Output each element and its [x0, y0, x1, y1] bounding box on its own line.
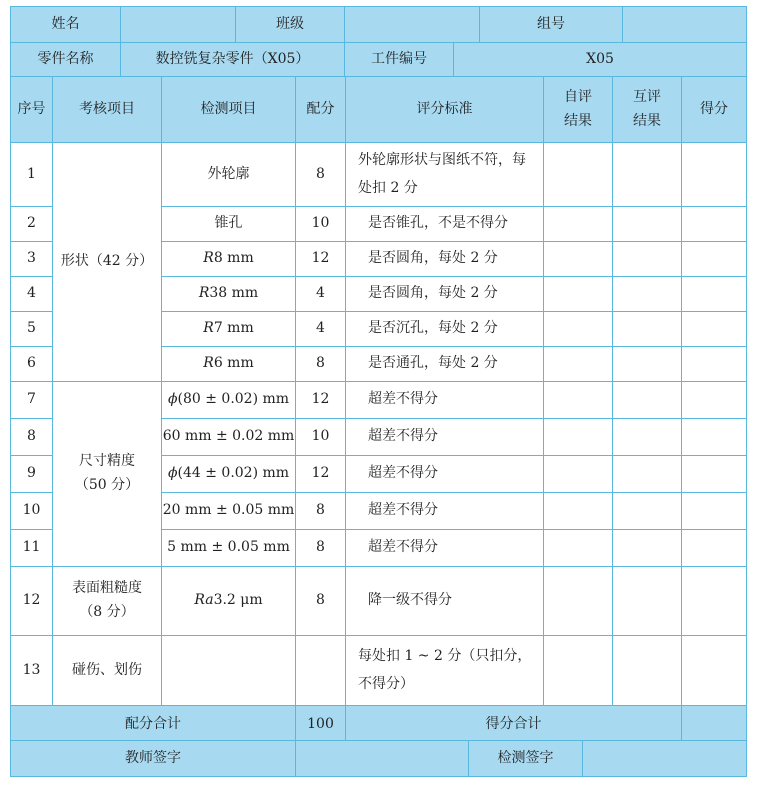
table-row	[11, 382, 747, 419]
row-item: ϕ(80 ± 0.02) mm	[162, 382, 296, 419]
peer-eval-cell[interactable]	[613, 143, 682, 207]
self-eval-cell[interactable]	[544, 530, 613, 567]
row-points: 12	[296, 456, 346, 493]
group-label: 组号	[480, 7, 623, 43]
row-points: 12	[296, 242, 346, 277]
row-no: 4	[11, 277, 53, 312]
row-points: 10	[296, 419, 346, 456]
row-item: 锥孔	[162, 207, 296, 242]
row-points: 8	[296, 567, 346, 636]
row-points: 8	[296, 143, 346, 207]
peer-eval-cell[interactable]	[613, 347, 682, 382]
row-criteria: 是否锥孔，不是不得分	[346, 207, 544, 242]
score-cell[interactable]	[682, 493, 747, 530]
row-points: 10	[296, 207, 346, 242]
category-roughness: 表面粗糙度 （8 分）	[53, 567, 162, 636]
part-name-label: 零件名称	[11, 43, 121, 77]
row-criteria: 是否沉孔，每处 2 分	[346, 312, 544, 347]
inspect-sign-field[interactable]	[583, 741, 747, 777]
part-name-value: 数控铣复杂零件（X05）	[121, 43, 345, 77]
class-field[interactable]	[345, 7, 480, 43]
score-cell[interactable]	[682, 143, 747, 207]
score-cell[interactable]	[682, 419, 747, 456]
row-points: 4	[296, 312, 346, 347]
peer-eval-cell[interactable]	[613, 419, 682, 456]
signature-table	[10, 740, 747, 777]
row-criteria: 是否圆角，每处 2 分	[346, 242, 544, 277]
col-item: 检测项目	[162, 77, 296, 143]
column-header-row	[11, 77, 747, 143]
peer-eval-cell[interactable]	[613, 312, 682, 347]
part-info-table	[10, 42, 747, 77]
category-damage: 碰伤、划伤	[53, 636, 162, 706]
row-no: 13	[11, 636, 53, 706]
row-points: 12	[296, 382, 346, 419]
row-no: 7	[11, 382, 53, 419]
row-no: 10	[11, 493, 53, 530]
col-peer-eval: 互评 结果	[613, 77, 682, 143]
peer-eval-cell[interactable]	[613, 382, 682, 419]
self-eval-cell[interactable]	[544, 493, 613, 530]
category-shape: 形状（42 分）	[53, 143, 162, 382]
row-criteria: 超差不得分	[346, 456, 544, 493]
col-score: 得分	[682, 77, 747, 143]
row-criteria: 是否圆角，每处 2 分	[346, 277, 544, 312]
score-cell[interactable]	[682, 530, 747, 567]
row-points: 8	[296, 347, 346, 382]
row-item: R8 mm	[162, 242, 296, 277]
row-item: 20 mm ± 0.05 mm	[162, 493, 296, 530]
part-no-value: X05	[454, 43, 747, 77]
score-cell[interactable]	[682, 242, 747, 277]
row-item: R38 mm	[162, 277, 296, 312]
row-item: R6 mm	[162, 347, 296, 382]
row-item: ϕ(44 ± 0.02) mm	[162, 456, 296, 493]
name-label: 姓名	[11, 7, 121, 43]
points-total-value: 100	[296, 706, 346, 744]
col-seq: 序号	[11, 77, 53, 143]
peer-eval-cell[interactable]	[613, 277, 682, 312]
peer-eval-cell[interactable]	[613, 207, 682, 242]
peer-eval-cell[interactable]	[613, 567, 682, 636]
row-item: 5 mm ± 0.05 mm	[162, 530, 296, 567]
info-table	[10, 6, 747, 43]
score-cell[interactable]	[682, 382, 747, 419]
row-criteria: 超差不得分	[346, 419, 544, 456]
score-cell[interactable]	[682, 277, 747, 312]
col-category: 考核项目	[53, 77, 162, 143]
row-no: 3	[11, 242, 53, 277]
row-no: 8	[11, 419, 53, 456]
category-dimension: 尺寸精度 （50 分）	[53, 382, 162, 567]
peer-eval-cell[interactable]	[613, 493, 682, 530]
totals-row	[11, 706, 747, 744]
self-eval-cell[interactable]	[544, 207, 613, 242]
score-cell[interactable]	[682, 456, 747, 493]
self-eval-cell[interactable]	[544, 419, 613, 456]
self-eval-cell[interactable]	[544, 636, 613, 706]
peer-eval-cell[interactable]	[613, 456, 682, 493]
group-field[interactable]	[623, 7, 747, 43]
points-total-label: 配分合计	[11, 706, 296, 744]
self-eval-cell[interactable]	[544, 456, 613, 493]
table-row	[11, 143, 747, 207]
teacher-sign-label: 教师签字	[11, 741, 296, 777]
score-cell[interactable]	[682, 567, 747, 636]
row-criteria: 降一级不得分	[346, 567, 544, 636]
col-self-eval: 自评 结果	[544, 77, 613, 143]
inspect-sign-label: 检测签字	[469, 741, 583, 777]
score-cell[interactable]	[682, 312, 747, 347]
row-criteria: 超差不得分	[346, 493, 544, 530]
row-points: 4	[296, 277, 346, 312]
self-eval-cell[interactable]	[544, 143, 613, 207]
name-field[interactable]	[121, 7, 236, 43]
self-eval-cell[interactable]	[544, 567, 613, 636]
row-item: 外轮廓	[162, 143, 296, 207]
row-item	[162, 636, 296, 706]
score-cell[interactable]	[682, 636, 747, 706]
peer-eval-cell[interactable]	[613, 242, 682, 277]
peer-eval-cell[interactable]	[613, 530, 682, 567]
row-no: 6	[11, 347, 53, 382]
score-cell[interactable]	[682, 207, 747, 242]
row-criteria: 外轮廓形状与图纸不符，每处扣 2 分	[346, 143, 544, 207]
row-item: R7 mm	[162, 312, 296, 347]
teacher-sign-field[interactable]	[296, 741, 469, 777]
row-points: 8	[296, 493, 346, 530]
score-total-field[interactable]	[682, 706, 747, 744]
table-row	[11, 636, 747, 706]
self-eval-cell[interactable]	[544, 347, 613, 382]
row-item: Ra3.2 μm	[162, 567, 296, 636]
row-no: 9	[11, 456, 53, 493]
row-no: 5	[11, 312, 53, 347]
row-no: 12	[11, 567, 53, 636]
row-no: 2	[11, 207, 53, 242]
grading-table	[10, 76, 747, 744]
part-no-label: 工件编号	[345, 43, 454, 77]
row-criteria: 每处扣 1 ~ 2 分（只扣分，不得分）	[346, 636, 544, 706]
row-criteria: 超差不得分	[346, 530, 544, 567]
peer-eval-cell[interactable]	[613, 636, 682, 706]
row-item: 60 mm ± 0.02 mm	[162, 419, 296, 456]
row-no: 1	[11, 143, 53, 207]
row-criteria: 超差不得分	[346, 382, 544, 419]
score-total-label: 得分合计	[346, 706, 682, 744]
col-points: 配分	[296, 77, 346, 143]
self-eval-cell[interactable]	[544, 242, 613, 277]
row-no: 11	[11, 530, 53, 567]
score-cell[interactable]	[682, 347, 747, 382]
self-eval-cell[interactable]	[544, 277, 613, 312]
self-eval-cell[interactable]	[544, 382, 613, 419]
col-criteria: 评分标准	[346, 77, 544, 143]
class-label: 班级	[236, 7, 345, 43]
table-row	[11, 567, 747, 636]
row-criteria: 是否通孔，每处 2 分	[346, 347, 544, 382]
row-points: 8	[296, 530, 346, 567]
row-points	[296, 636, 346, 706]
self-eval-cell[interactable]	[544, 312, 613, 347]
